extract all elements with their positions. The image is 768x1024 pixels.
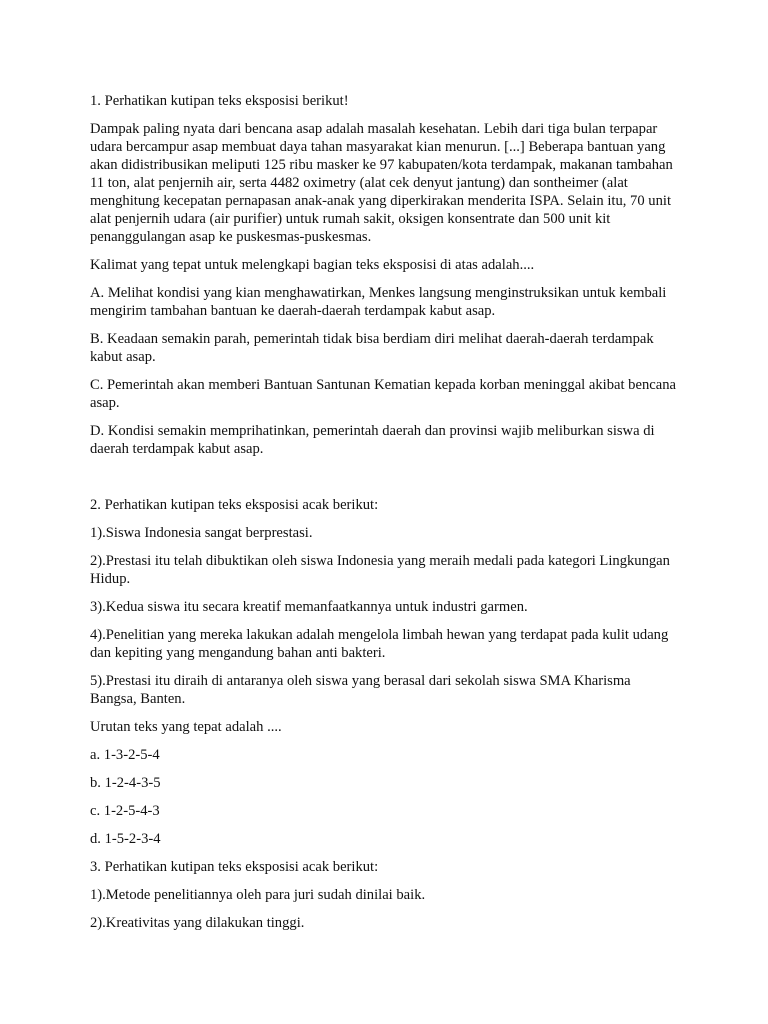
question-2-heading: 2. Perhatikan kutipan teks eksposisi acak berikut: [90, 497, 379, 513]
question-1-option-d: D. Kondisi semakin memprihatinkan, pemerintah daerah dan provinsi wajib meliburkan siswa di daerah terdampak kabut asap. [90, 423, 655, 457]
question-1-option-a: A. Melihat kondisi yang kian menghawatirkan, Menkes langsung menginstruksikan untuk kembali mengirim tambahan bantuan ke daerah-daerah terdampak kabut asap. [90, 285, 667, 319]
document-page [90, 92, 678, 942]
question-2-option-b: b. 1-2-4-3-5 [90, 775, 161, 791]
question-2-option-c: c. 1-2-5-4-3 [90, 803, 160, 819]
section-spacer [90, 468, 678, 496]
question-2-option-a: a. 1-3-2-5-4 [90, 747, 160, 763]
question-2-sentence-1: 1).Siswa Indonesia sangat berprestasi. [90, 525, 313, 541]
question-2-sentence-5: 5).Prestasi itu diraih di antaranya oleh siswa yang berasal dari sekolah siswa SMA Kharisma Bangsa, Banten. [90, 673, 631, 707]
question-3-sentence-2: 2).Kreativitas yang dilakukan tinggi. [90, 915, 305, 931]
question-3-heading: 3. Perhatikan kutipan teks eksposisi acak berikut: [90, 859, 379, 875]
question-1-heading: 1. Perhatikan kutipan teks eksposisi berikut! [90, 93, 349, 109]
question-2-sentence-3: 3).Kedua siswa itu secara kreatif memanfaatkannya untuk industri garmen. [90, 599, 528, 615]
question-2-sentence-2: 2).Prestasi itu telah dibuktikan oleh siswa Indonesia yang meraih medali pada kategori Lingkungan Hidup. [90, 553, 670, 587]
question-1-passage: Dampak paling nyata dari bencana asap adalah masalah kesehatan. Lebih dari tiga bulan terpapar udara bercampur asap membuat daya tahan masyarakat kian menurun. [...] Beberapa bantuan yang akan didistribusikan meliputi 125 ribu masker ke 97 kabupaten/kota terdampak, makanan tambahan 11 ton, alat penjernih air, serta 4482 oximetry (alat cek denyut jantung) dan sontheimer (alat menghitung kecepatan pernapasan anak-anak yang diperkirakan menderita ISPA. Selain itu, 70 unit alat penjernih udara (air purifier) untuk rumah sakit, oksigen konsentrate dan 500 unit kit penanggulangan asap ke puskesmas-puskesmas. [90, 121, 673, 245]
question-1-option-b: B. Keadaan semakin parah, pemerintah tidak bisa berdiam diri melihat daerah-daerah terdampak kabut asap. [90, 331, 654, 365]
question-2-sentence-4: 4).Penelitian yang mereka lakukan adalah mengelola limbah hewan yang terdapat pada kulit udang dan kepiting yang mengandung bahan anti bakteri. [90, 627, 669, 661]
question-3-sentence-1: 1).Metode penelitiannya oleh para juri sudah dinilai baik. [90, 887, 426, 903]
question-2-option-d: d. 1-5-2-3-4 [90, 831, 161, 847]
question-2-prompt: Urutan teks yang tepat adalah .... [90, 719, 282, 735]
question-1-option-c: C. Pemerintah akan memberi Bantuan Santunan Kematian kepada korban meninggal akibat bencana asap. [90, 377, 676, 411]
question-1-prompt: Kalimat yang tepat untuk melengkapi bagian teks eksposisi di atas adalah.... [90, 257, 535, 273]
